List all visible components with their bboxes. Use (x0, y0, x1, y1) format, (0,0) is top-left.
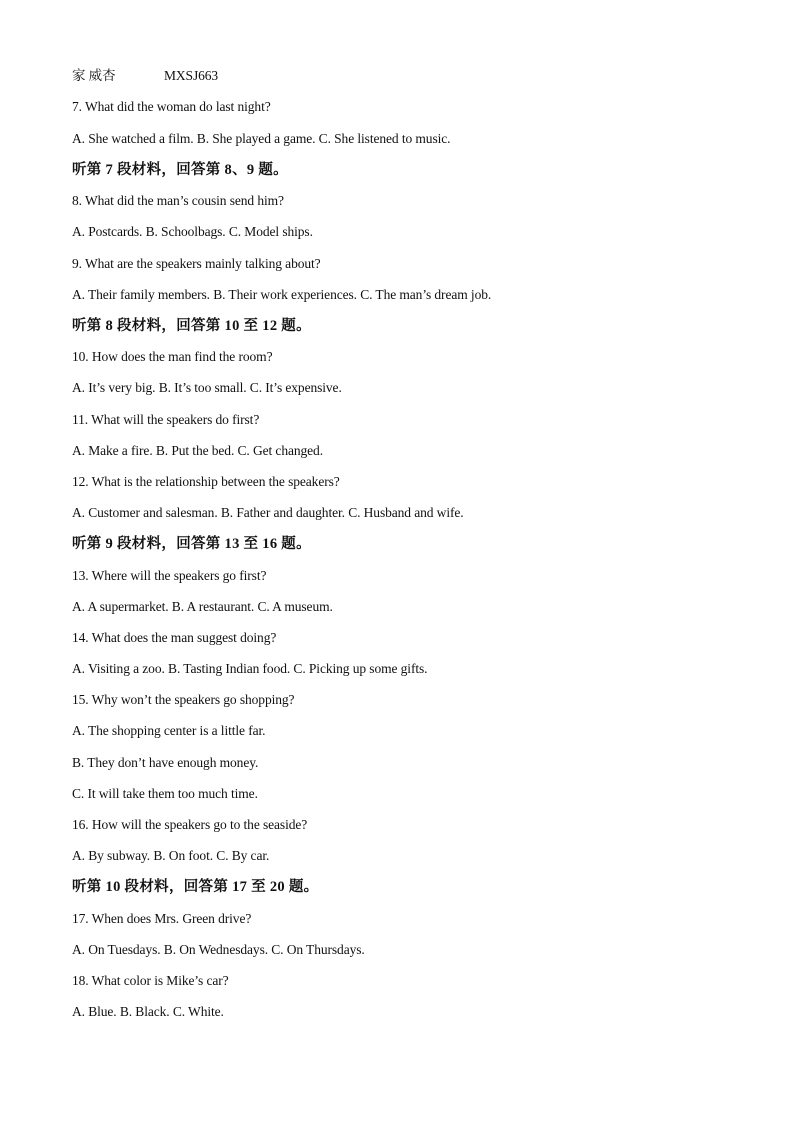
question-17: 17. When does Mrs. Green drive? (72, 911, 252, 926)
question-13: 13. Where will the speakers go first? (72, 568, 267, 583)
options-14: A. Visiting a zoo. B. Tasting Indian food. C. Picking up some gifts. (72, 661, 428, 676)
options-18: A. Blue. B. Black. C. White. (72, 1004, 224, 1019)
question-14: 14. What does the man suggest doing? (72, 630, 277, 645)
options-8: A. Postcards. B. Schoolbags. C. Model ships. (72, 224, 313, 239)
question-9: 9. What are the speakers mainly talking about? (72, 256, 321, 271)
options-17: A. On Tuesdays. B. On Wednesdays. C. On Thursdays. (72, 942, 365, 957)
options-9: A. Their family members. B. Their work experiences. C. The man’s dream job. (72, 287, 492, 302)
option-15a: A. The shopping center is a little far. (72, 723, 266, 738)
question-10: 10. How does the man find the room? (72, 349, 273, 364)
question-12: 12. What is the relationship between the speakers? (72, 474, 340, 489)
options-12: A. Customer and salesman. B. Father and daughter. C. Husband and wife. (72, 505, 464, 520)
options-16: A. By subway. B. On foot. C. By car. (72, 848, 270, 863)
section-heading-7: 听第 7 段材料，回答第 8、9 题。 (72, 162, 288, 178)
header-left-text: 家 威杏 (72, 68, 116, 83)
question-7: 7. What did the woman do last night? (72, 99, 271, 114)
question-18: 18. What color is Mike’s car? (72, 973, 229, 988)
options-13: A. A supermarket. B. A restaurant. C. A museum. (72, 599, 333, 614)
option-15b: B. They don’t have enough money. (72, 755, 259, 770)
section-heading-8: 听第 8 段材料，回答第 10 至 12 题。 (72, 318, 311, 334)
question-16: 16. How will the speakers go to the seaside? (72, 817, 308, 832)
question-8: 8. What did the man’s cousin send him? (72, 193, 284, 208)
options-10: A. It’s very big. B. It’s too small. C. It’s expensive. (72, 380, 342, 395)
options-11: A. Make a fire. B. Put the bed. C. Get changed. (72, 443, 323, 458)
question-15: 15. Why won’t the speakers go shopping? (72, 692, 295, 707)
header-code: MXSJ663 (164, 68, 219, 83)
section-heading-9: 听第 9 段材料，回答第 13 至 16 题。 (72, 536, 311, 552)
options-7: A. She watched a film. B. She played a game. C. She listened to music. (72, 131, 451, 146)
section-heading-10: 听第 10 段材料，回答第 17 至 20 题。 (72, 879, 319, 895)
question-11: 11. What will the speakers do first? (72, 412, 260, 427)
option-15c: C. It will take them too much time. (72, 786, 258, 801)
